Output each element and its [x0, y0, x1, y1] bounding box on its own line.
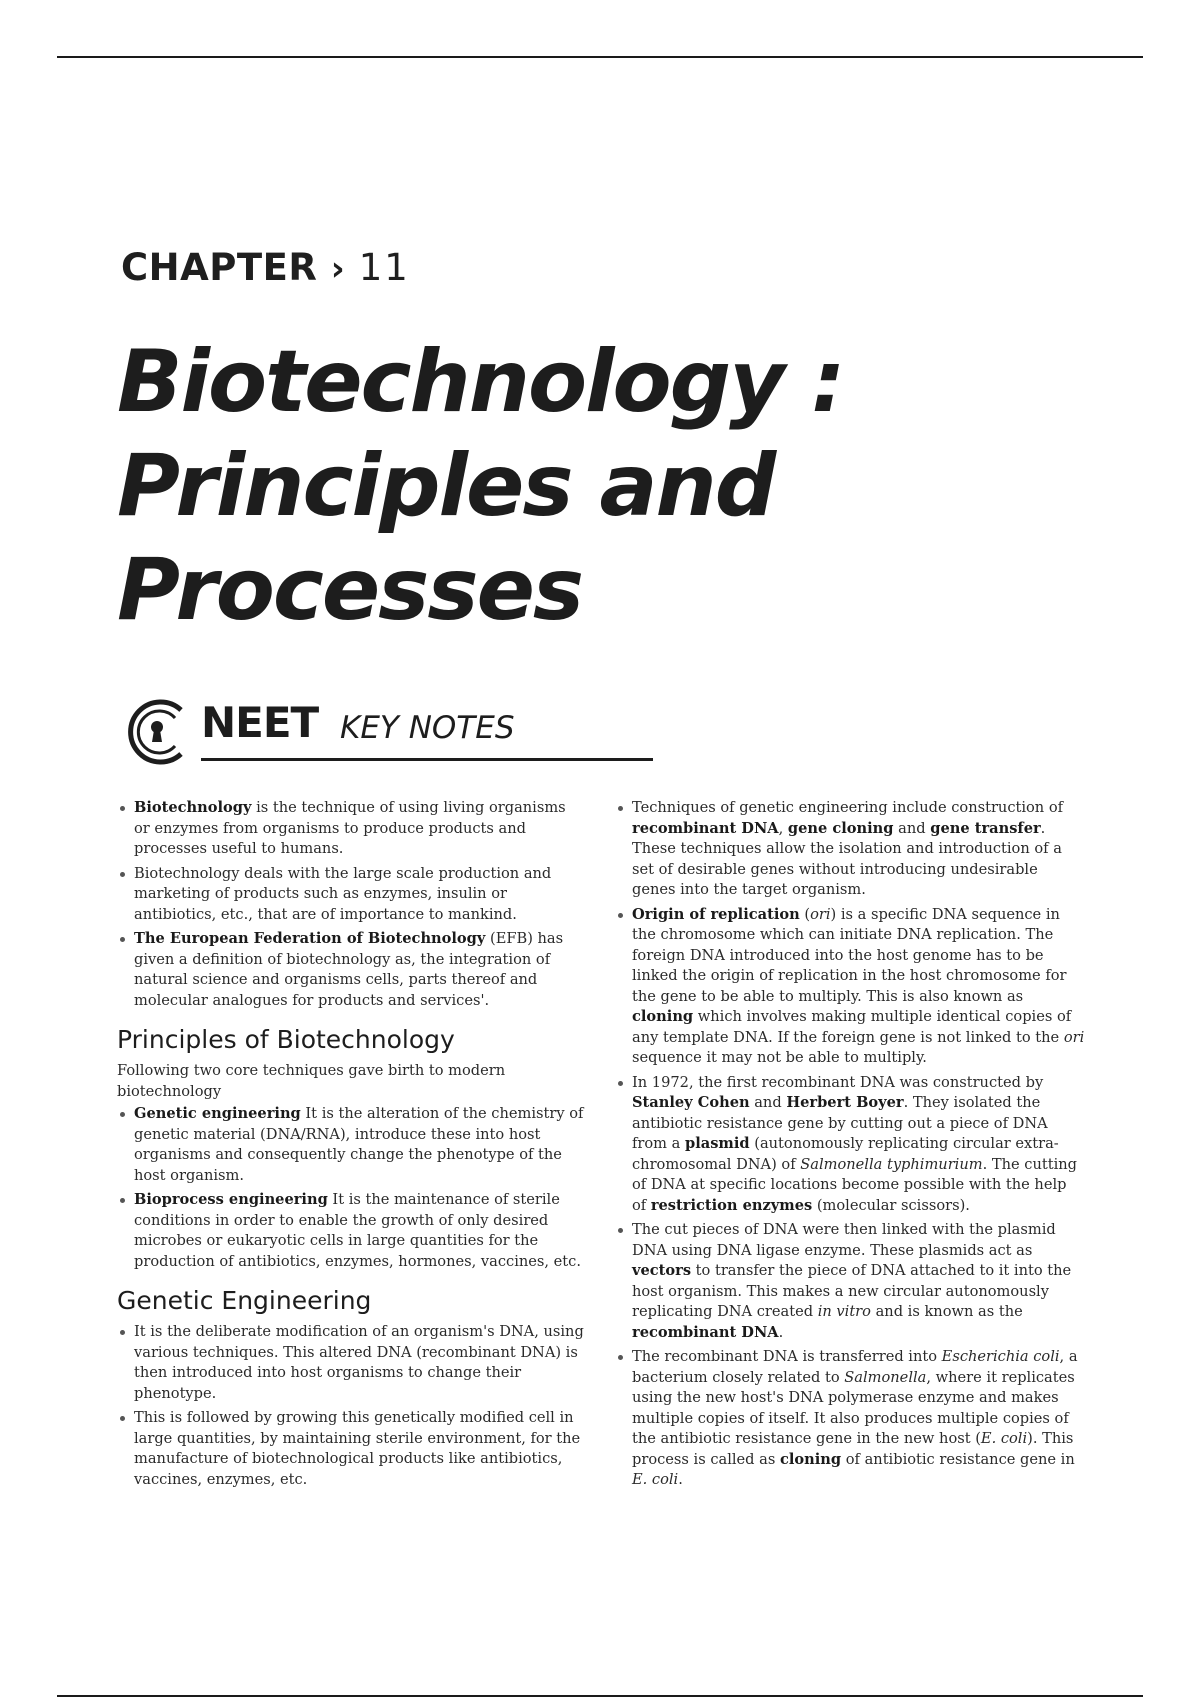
chapter-number: 11	[358, 246, 410, 289]
text-run: (autonomously replicating circular extra-chromosomal DNA) of	[632, 1135, 1059, 1173]
bullet-text: is the technique of using living organisms or enzymes from organisms to produce products and processes useful to humans.	[134, 799, 566, 857]
title-line-2: Principles and	[117, 436, 775, 536]
section-heading-genetic-engineering: Genetic Engineering	[117, 1286, 372, 1315]
text-run: ) is a specific DNA sequence in the chromosome which can initiate DNA replication. The foreign DNA introduced into the host genome has to be linked the origin of replication in the host chromosome for the gene to be able to multiply. This is also known as	[632, 905, 1067, 1005]
italic-term: Salmonella	[844, 1368, 927, 1386]
bold-term: recombinant DNA	[632, 819, 779, 837]
text-run: .	[778, 1323, 784, 1341]
title-line-1: Biotechnology :	[117, 332, 844, 432]
bullet-bold: The European Federation of Biotechnology	[134, 930, 486, 947]
text-run: Techniques of genetic engineering include construction of	[632, 799, 1064, 816]
italic-term: E. coli	[632, 1471, 679, 1488]
list-item	[615, 1347, 1085, 1491]
italic-term: Escherichia coli	[941, 1348, 1060, 1365]
text-run: to transfer the piece of DNA attached to it into the host organism. This makes a new circular autonomously replicating DNA created	[632, 1262, 1072, 1320]
chapter-label	[121, 246, 410, 289]
bold-term: plasmid	[684, 1135, 750, 1152]
bullet-text: It is the maintenance of sterile conditions in order to enable the growth of only desired microbes or eukaryotic cells in large quantities for the production of antibiotics, enzymes, hormones, vaccines, etc.	[134, 1191, 581, 1270]
list-item	[615, 798, 1085, 901]
bold-term: restriction enzymes	[650, 1196, 813, 1214]
list-item	[615, 905, 1085, 1069]
bold-term: Stanley Cohen	[632, 1094, 750, 1111]
text-run: which involves making multiple identical copies of any template DNA. If the foreign gene is not linked to the	[632, 1008, 1072, 1046]
list-item	[117, 864, 585, 926]
neet-key-notes-badge	[119, 696, 539, 768]
top-rule	[57, 56, 1143, 58]
list-item	[117, 1190, 585, 1272]
chevron-right-icon: ›	[330, 249, 346, 289]
bullet-text: It is the deliberate modification of an organism's DNA, using various techniques. This altered DNA (recombinant DNA) is then introduced into host organisms to change their phenotype.	[134, 1323, 584, 1402]
bold-term: vectors	[632, 1262, 692, 1279]
text-run: In 1972, the first recombinant DNA was constructed by	[632, 1073, 1044, 1091]
text-run: The cut pieces of DNA were then linked with the plasmid DNA using DNA ligase enzyme. These plasmids act as	[632, 1221, 1056, 1259]
italic-term: Salmonella typhimurium	[800, 1155, 983, 1173]
bullet-bold: Genetic engineering	[134, 1105, 301, 1122]
text-run: ). This process is called as	[632, 1430, 1074, 1468]
section-intro: Following two core techniques gave birth to modern biotechnology	[117, 1062, 506, 1100]
text-run: (molecular scissors).	[812, 1196, 970, 1214]
text-run: and	[893, 819, 931, 837]
chapter-title	[117, 330, 844, 642]
bullet-text: Biotechnology deals with the large scale production and marketing of products such as enzymes, insulin or antibiotics, etc., that are of importance to mankind.	[134, 864, 552, 923]
text-run: .	[678, 1471, 683, 1488]
chapter-word: CHAPTER	[121, 246, 318, 289]
text-run: of antibiotic resistance gene in	[841, 1450, 1075, 1468]
right-bullet-list	[615, 798, 1085, 1491]
bullet-bold: Biotechnology	[134, 799, 252, 816]
list-item	[117, 798, 585, 860]
principles-bullet-list	[117, 1104, 585, 1272]
text-run: . These techniques allow the isolation and introduction of a set of desirable genes without introducing undesirable genes into the target organism.	[632, 819, 1062, 898]
bold-term: gene cloning	[787, 819, 894, 837]
bold-term: gene transfer	[930, 819, 1041, 837]
bold-term: cloning	[632, 1008, 694, 1025]
bold-term: recombinant DNA	[632, 1323, 779, 1341]
bullet-text: This is followed by growing this genetically modified cell in large quantities, by maintaining sterile environment, for the manufacture of biotechnological products like antibiotics, vaccines, enzymes, etc.	[134, 1409, 581, 1488]
bold-term: cloning	[779, 1450, 842, 1468]
list-item	[117, 1104, 585, 1186]
neet-logo-text: NEET	[201, 698, 319, 747]
text-run: sequence it may not be able to multiply.	[632, 1049, 927, 1066]
italic-term: in vitro	[817, 1303, 871, 1320]
text-run: and is known as the	[870, 1303, 1023, 1320]
list-item	[615, 1073, 1085, 1217]
list-item	[615, 1220, 1085, 1343]
bullet-bold: Bioprocess engineering	[134, 1191, 328, 1208]
italic-term: ori	[1063, 1028, 1085, 1046]
bold-term: Origin of replication	[632, 905, 800, 923]
right-column	[615, 798, 1085, 1495]
italic-term: ori	[810, 905, 831, 923]
text-run: . The cutting of DNA at specific locations become possible with the help of	[632, 1155, 1077, 1214]
text-run: . They isolated the antibiotic resistance gene by cutting out a piece of DNA from a	[632, 1094, 1048, 1152]
section-heading-principles: Principles of Biotechnology	[117, 1025, 455, 1054]
text-run: (	[799, 905, 811, 923]
key-notes-text: KEY NOTES	[340, 710, 515, 746]
genetic-engineering-bullet-list	[117, 1322, 585, 1490]
list-item	[117, 929, 585, 1011]
keyhole-logo-icon	[119, 696, 199, 768]
text-run: ,	[778, 819, 788, 837]
bullet-text: (EFB) has given a definition of biotechnology as, the integration of natural science and organisms cells, parts thereof and molecular analogues for products and services'.	[134, 930, 564, 1009]
left-column	[117, 798, 585, 1494]
title-line-3: Processes	[117, 540, 583, 640]
text-run: , where it replicates using the new host's DNA polymerase enzyme and makes multiple copies of itself. It also produces multiple copies of the antibiotic resistance gene in the new host (	[632, 1368, 1075, 1447]
intro-bullet-list	[117, 798, 585, 1011]
text-run: and	[749, 1094, 787, 1111]
bottom-rule	[57, 1695, 1143, 1697]
badge-underline	[201, 758, 653, 761]
list-item	[117, 1322, 585, 1404]
bold-term: Herbert Boyer	[786, 1094, 904, 1111]
bullet-text: It is the alteration of the chemistry of genetic material (DNA/RNA), introduce these into host organisms and consequently change the phenotype of the host organism.	[134, 1105, 584, 1184]
list-item	[117, 1408, 585, 1490]
text-run: , a bacterium closely related to	[632, 1348, 1078, 1386]
italic-term: E. coli	[980, 1430, 1028, 1447]
text-run: The recombinant DNA is transferred into	[632, 1348, 942, 1365]
